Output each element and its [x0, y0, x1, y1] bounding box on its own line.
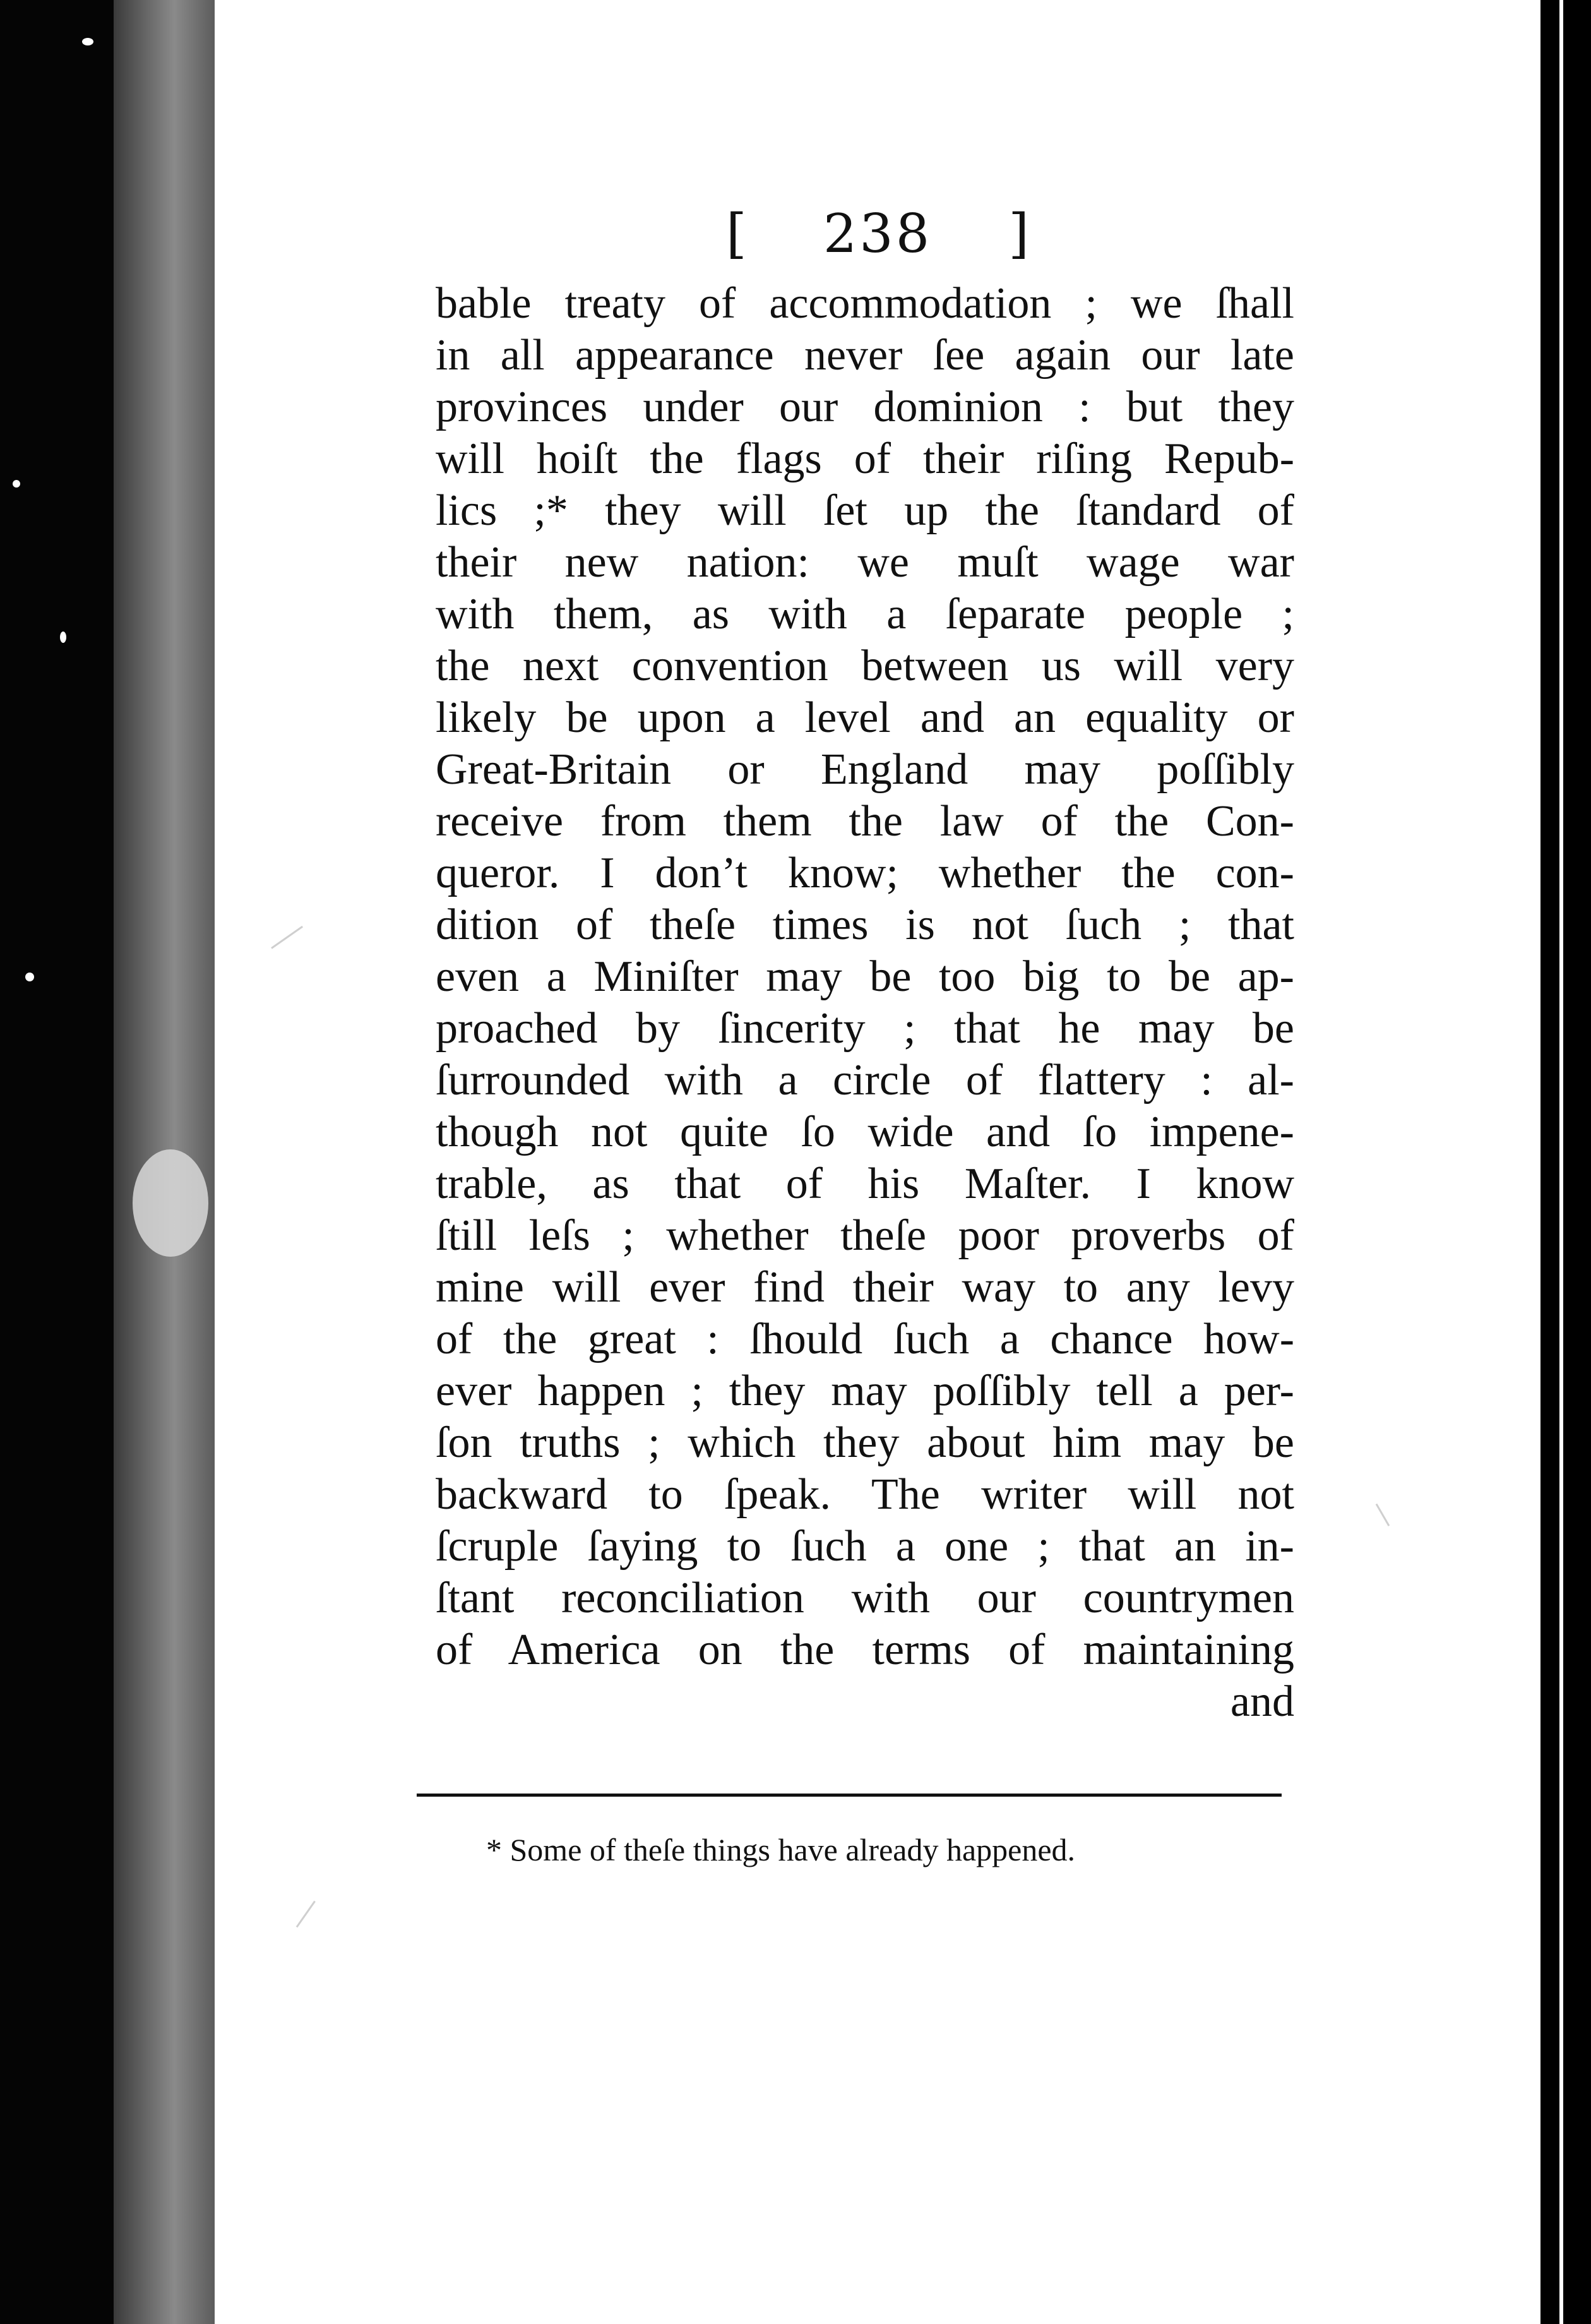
text-line: will hoiſt the flags of their riſing Repub- [436, 434, 1294, 483]
page-header [726, 196, 1029, 272]
margin-speck [13, 480, 20, 488]
text-line: receive from them the law of the Con- [436, 797, 1294, 846]
text-line: mine will ever find their way to any levy [436, 1263, 1294, 1312]
page-edge-line [1559, 0, 1563, 2324]
text-line: ſtant reconciliation with our countrymen [436, 1574, 1294, 1622]
text-line: in all appearance never ſee again our late [436, 331, 1294, 380]
margin-speck [60, 632, 66, 643]
page-number: 238 [823, 203, 933, 265]
text-line: dition of theſe times is not ſuch ; that [436, 901, 1294, 949]
text-line: provinces under our dominion : but they [436, 383, 1294, 431]
footnote: * Some of theſe things have already happened. [486, 1832, 1076, 1867]
text-line: with them, as with a ſeparate people ; [436, 590, 1294, 638]
text-line: Great-Britain or England may poſſibly [436, 745, 1294, 794]
text-line: ever happen ; they may poſſibly tell a per- [436, 1367, 1294, 1415]
catchword: and [1230, 1677, 1294, 1726]
scan-left-margin [0, 0, 114, 2324]
text-line: backward to ſpeak. The writer will not [436, 1470, 1294, 1519]
text-line: trable, as that of his Maſter. I know [436, 1159, 1294, 1208]
text-line: ſtill leſs ; whether theſe poor proverbs of [436, 1211, 1294, 1260]
text-line: proached by ſincerity ; that he may be [436, 1004, 1294, 1053]
text-line: ſurrounded with a circle of flattery : al- [436, 1056, 1294, 1105]
text-line: ſcruple ſaying to ſuch a one ; that an in- [436, 1522, 1294, 1571]
bracket-left: [ [726, 203, 747, 265]
text-line: likely be upon a level and an equality or [436, 693, 1294, 742]
text-line: of the great : ſhould ſuch a chance how- [436, 1315, 1294, 1363]
text-line: the next convention between us will very [436, 642, 1294, 690]
scan-right-margin [1540, 0, 1591, 2324]
text-line: even a Miniſter may be too big to be ap- [436, 952, 1294, 1001]
margin-speck [25, 973, 34, 981]
text-line: ſon truths ; which they about him may be [436, 1418, 1294, 1467]
footnote-rule [417, 1794, 1282, 1797]
text-line: of America on the terms of maintaining [436, 1626, 1294, 1674]
body-text [436, 278, 1294, 1728]
text-line: bable treaty of accommodation ; we ſhall [436, 279, 1294, 328]
text-line: queror. I don’t know; whether the con- [436, 849, 1294, 897]
text-line: lics ;* they will ſet up the ſtandard of [436, 486, 1294, 535]
bracket-right: ] [1008, 203, 1029, 265]
margin-speck [82, 38, 93, 45]
text-line: their new nation: we muſt wage war [436, 538, 1294, 587]
binding-stain [133, 1149, 208, 1257]
text-line: though not quite ſo wide and ſo impene- [436, 1108, 1294, 1156]
